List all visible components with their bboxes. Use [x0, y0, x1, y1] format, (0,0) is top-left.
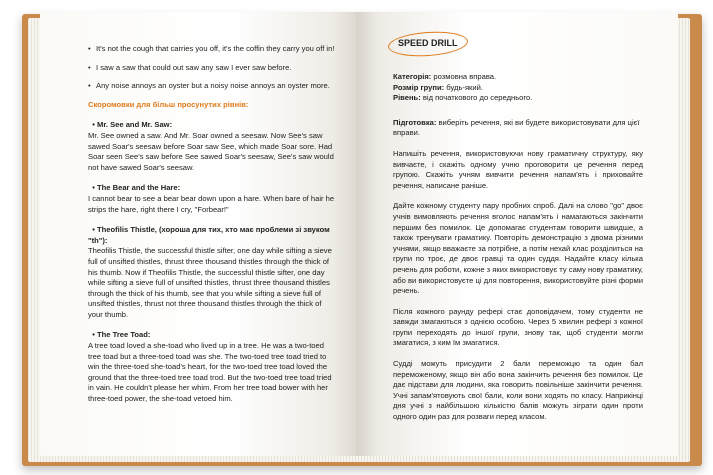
- meta-level: Рівень: від початкового до середнього.: [393, 93, 533, 103]
- bullet-item: • Any noise annoys an oyster but a noisy noise annoys an oyster more.: [88, 81, 330, 91]
- section-text: Theofilis Thistle, the successful thistle sifter, one day while sifting a sieve full of unsifted thistles, thrust three thousand thistles through the thick of his thumb. Now if Theofilis Thistle, the successful thistle sifter, one day while sifting a sieve full of unsifted thistles, thrust three thousand thistles through the thick of his thumb, see that you while sifting a sieve full of unsifted thistles, thrust not three thousand thistles through the thick of your thumb.: [88, 246, 332, 319]
- section-text: I cannot bear to see a bear bear down upon a hare. When bare of hair he strips the hare, right there I cry, "Forbear!": [88, 193, 335, 214]
- section-title: • The Bear and the Hare:: [88, 183, 181, 193]
- bullet-text: It's not the cough that carries you off, it's the coffin they carry you off in!: [96, 44, 335, 53]
- speed-drill-badge: [388, 30, 468, 58]
- section-text: A tree toad loved a she-toad who lived up in a tree. He was a two-toed tree toad but a three-toed toad was she. The two-toed tree toad tried to win the three-toed she-toad's heart, for the two-toed tree toad loved the ground that the three-toed tree toad trod. But the two-toed tree toad tried in vain. He couldn't please her whim. From her tree toad bower with her three-toed power, the she-toad vetoed him.: [88, 341, 332, 404]
- speed-drill-label: SPEED DRILL: [398, 38, 458, 48]
- bullet-item: • It's not the cough that carries you off, it's the coffin they carry you off in!: [88, 44, 335, 53]
- bullet-text: Any noise annoys an oyster but a noisy noise annoys an oyster more.: [96, 81, 330, 91]
- advanced-heading: Скоромовки для більш просунутих рівнів:: [88, 99, 249, 109]
- instruction-paragraph: Напишіть речення, використовуючи нову граматичну структуру, яку вивчаєте, і скажіть одному учню проговорити це речення перед групою. Скажіть учням вивчити речення напам'ять і приховайте речення, написане раніше.: [393, 148, 643, 190]
- section-title: • The Tree Toad:: [88, 330, 151, 340]
- section-title: • Mr. See and Mr. Saw:: [88, 120, 173, 130]
- right-page-content: [393, 72, 643, 433]
- left-page-content: [88, 44, 336, 415]
- section-text: Mr. See owned a saw. And Mr. Soar owned a seesaw. Now See's saw sawed Soar's seesaw before Soar saw See, which made Soar sore. Had Soar seen See's saw before See sawed Soar's seesaw, See's saw would not have sawed Soar's seesaw.: [88, 130, 334, 172]
- instruction-paragraph: Судді можуть присудити 2 бали переможцю та один бал переможеному, якщо він або вона закінчить речення без помилок. Це дає підстави для людини, яка говорить повільніше закінчити речення. Учні запам'ятовують свої бали, коли вони ходять по класу. Наприкінці дня учні з найбільшою кількістю балів можуть зіграти один проти одного один раз для розваги перед класом.: [393, 359, 643, 422]
- section-title: • Theofilis Thistle, (хороша для тих, хто має проблеми зі звуком "th"):: [88, 225, 330, 245]
- preparation-text: Підготовка: виберіть речення, які ви будете використовувати для цієї вправи.: [393, 117, 640, 138]
- instruction-paragraph: Після кожного раунду рефері стає доповідачем, тому студенти не завжди змагаються з однією особою. Через 5 хвилин рефері з кожної групи переходять до іншої групи, знову так, щоб студенти могли змагатися, з ким їм змагатися.: [393, 306, 643, 348]
- meta-category: Категорія: розмовна вправа.: [393, 72, 497, 81]
- bullet-item: • I saw a saw that could out saw any saw I ever saw before.: [88, 62, 292, 72]
- meta-group-size: Розмір групи: будь-який.: [393, 82, 483, 92]
- bullet-text: I saw a saw that could out saw any saw I ever saw before.: [96, 62, 292, 72]
- instruction-paragraph: Дайте кожному студенту пару пробних спроб. Далі на слово "go" двоє учнів вимовляють речення вголос напам'ять і намагаються закінчити першим без помилок. Це допомагає студентам говорити швидше, а також тренувати граматику. Повторіть демонстрацію з двома різними учнями, якщо вважаєте за потрібне, а потім нехай клас розділиться на групи по троє, де двоє гравці та один суддя. Надайте класу кілька речень для роботи, кожне з яких використовує ту саму нову граматику, або ви використовуєте ці для повторення, використовуйте різні форми речень.: [393, 201, 643, 296]
